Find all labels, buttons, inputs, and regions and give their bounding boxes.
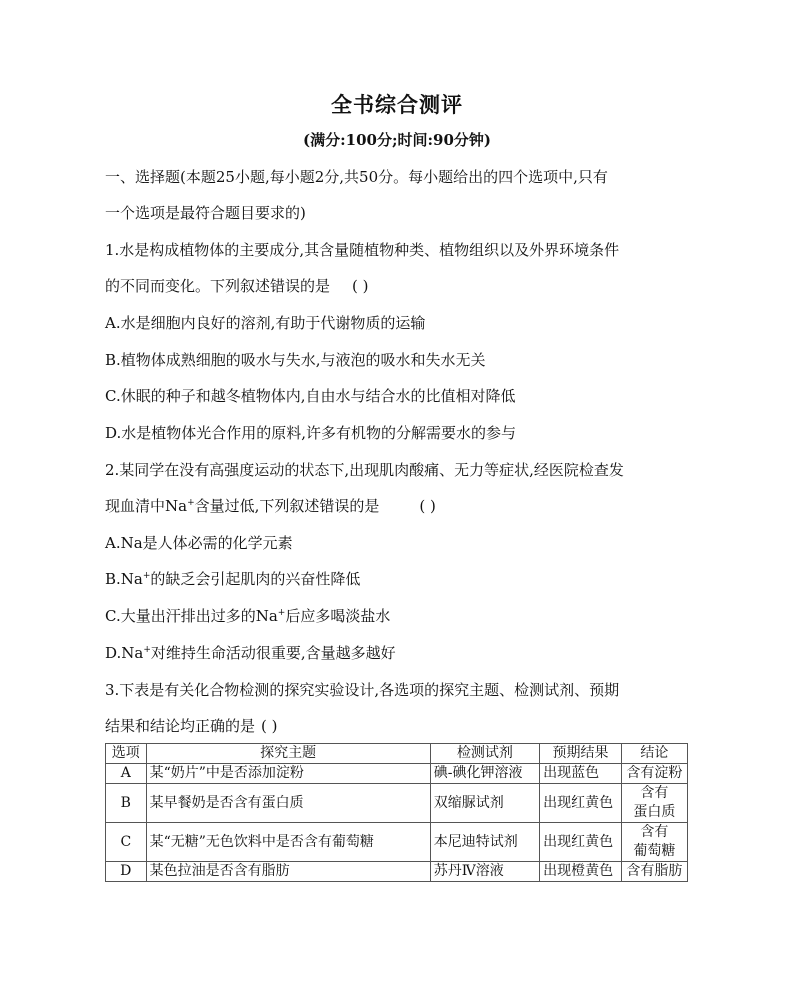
q2-option-c-superscript: + xyxy=(277,608,286,618)
q2-stem-superscript: + xyxy=(187,498,195,508)
table-header-cell: 选项 xyxy=(106,744,147,764)
q2-stem-text-a: 现血清中Na xyxy=(105,497,188,515)
q1-option-a: A.水是细胞内良好的溶剂,有助于代谢物质的运输 xyxy=(105,314,426,332)
q1-option-b: B.植物体成熟细胞的吸水与失水,与液泡的吸水和失水无关 xyxy=(105,351,486,369)
q2-option-c xyxy=(105,605,390,626)
table-cell: 出现橙黄色 xyxy=(540,862,622,882)
q2-option-c-text-a: C.大量出汗排出过多的Na xyxy=(105,607,278,625)
table-cell: 出现红黄色 xyxy=(540,784,622,823)
compound-detection-table xyxy=(105,743,688,882)
q2-option-d-superscript: + xyxy=(143,645,151,655)
table-header-cell: 探究主题 xyxy=(146,744,430,764)
table-cell: 出现红黄色 xyxy=(540,823,622,862)
q2-option-d xyxy=(105,642,396,663)
q2-stem-line-1: 2.某同学在没有高强度运动的状态下,出现肌肉酸痛、无力等症状,经医院检查发 xyxy=(105,461,624,479)
table-cell-line: 蛋白质 xyxy=(633,804,676,820)
document-title: 全书综合测评 xyxy=(331,92,463,117)
q3-stem-text: 结果和结论均正确的是 xyxy=(105,717,256,735)
score-time-subtitle: (满分:100分;时间:90分钟) xyxy=(303,131,491,149)
table-header-row xyxy=(106,744,688,764)
q2-stem-line-2 xyxy=(105,495,436,516)
q2-option-b-text-a: B.Na xyxy=(105,570,143,588)
table-cell: 碘-碘化钾溶液 xyxy=(430,764,539,784)
q2-option-a: A.Na是人体必需的化学元素 xyxy=(105,534,293,552)
table-cell-line: 葡萄糖 xyxy=(633,843,676,859)
q3-answer-blank: ( ) xyxy=(261,717,278,735)
table-cell-line: 含有 xyxy=(640,824,669,840)
q2-stem-text-b: 含量过低,下列叙述错误的是 xyxy=(194,497,380,515)
section-heading-line-2: 一个选项是最符合题目要求的) xyxy=(105,204,306,222)
table-row xyxy=(106,862,688,882)
q2-option-d-text-a: D.Na xyxy=(105,644,144,662)
q2-option-d-text-b: 对维持生命活动很重要,含量越多越好 xyxy=(150,644,396,662)
q2-option-b xyxy=(105,568,360,589)
q1-option-c: C.休眠的种子和越冬植物体内,自由水与结合水的比值相对降低 xyxy=(105,387,516,405)
table-header-cell: 检测试剂 xyxy=(430,744,539,764)
table-cell: 苏丹Ⅳ溶液 xyxy=(430,862,539,882)
q1-answer-blank: ( ) xyxy=(352,277,369,295)
q2-option-c-text-b: 后应多喝淡盐水 xyxy=(285,607,391,625)
table-cell xyxy=(621,823,687,862)
table-cell: 出现蓝色 xyxy=(540,764,622,784)
q3-stem-line-2 xyxy=(105,715,278,736)
table-cell: 含有淀粉 xyxy=(621,764,687,784)
q1-option-d: D.水是植物体光合作用的原料,许多有机物的分解需要水的参与 xyxy=(105,424,517,442)
table-cell: 某色拉油是否含有脂肪 xyxy=(146,862,430,882)
table-cell: 某早餐奶是否含有蛋白质 xyxy=(146,784,430,823)
q1-stem-text: 的不同而变化。下列叙述错误的是 xyxy=(105,277,331,295)
table-row xyxy=(106,784,688,823)
q2-option-b-superscript: + xyxy=(142,571,151,581)
table-row xyxy=(106,764,688,784)
q2-option-b-text-b: 的缺乏会引起肌肉的兴奋性降低 xyxy=(150,570,361,588)
table-cell: A xyxy=(106,764,147,784)
table-cell: 双缩脲试剂 xyxy=(430,784,539,823)
table-header-cell: 结论 xyxy=(621,744,687,764)
table-header-cell: 预期结果 xyxy=(540,744,622,764)
section-heading-line-1: 一、选择题(本题25小题,每小题2分,共50分。每小题给出的四个选项中,只有 xyxy=(105,168,608,186)
table-cell: D xyxy=(106,862,147,882)
q1-stem-line-2 xyxy=(105,275,369,296)
q2-answer-blank: ( ) xyxy=(419,497,436,515)
table-cell-line: 含有 xyxy=(640,785,669,801)
table-cell: 某“奶片”中是否添加淀粉 xyxy=(146,764,430,784)
table-row xyxy=(106,823,688,862)
table-cell xyxy=(621,784,687,823)
table-cell: 本尼迪特试剂 xyxy=(430,823,539,862)
table-cell: C xyxy=(106,823,147,862)
table-cell: 某“无糖”无色饮料中是否含有葡萄糖 xyxy=(146,823,430,862)
table-cell: B xyxy=(106,784,147,823)
q1-stem-line-1: 1.水是构成植物体的主要成分,其含量随植物种类、植物组织以及外界环境条件 xyxy=(105,241,620,259)
table-cell: 含有脂肪 xyxy=(621,862,687,882)
q3-stem-line-1: 3.下表是有关化合物检测的探究实验设计,各选项的探究主题、检测试剂、预期 xyxy=(105,681,620,699)
